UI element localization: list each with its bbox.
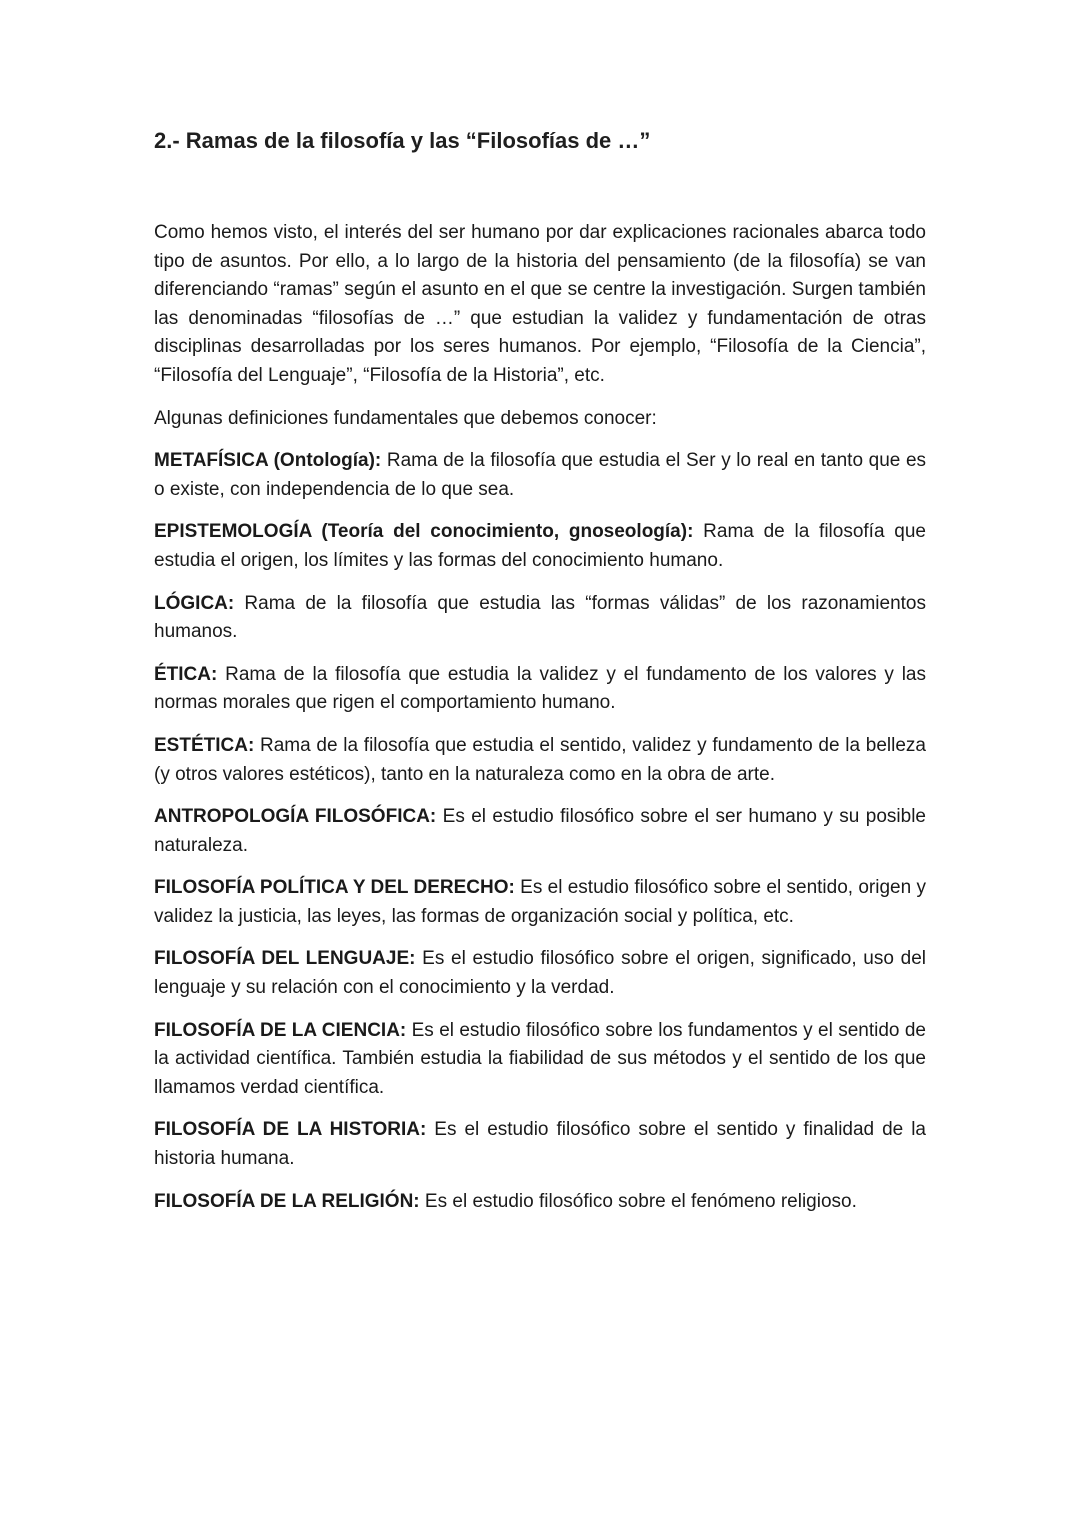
definition-text: Rama de la filosofía que estudia las “formas válidas” de los razonamientos humanos. bbox=[154, 592, 926, 643]
definition-logica bbox=[154, 590, 926, 647]
definition-text: Es el estudio filosófico sobre el sentido y finalidad de la historia humana. bbox=[154, 1119, 926, 1170]
definition-term: FILOSOFÍA DE LA CIENCIA: bbox=[154, 1019, 407, 1041]
definition-text: Es el estudio filosófico sobre el origen, significado, uso del lenguaje y su relación con el conocimiento y la verdad. bbox=[154, 948, 926, 999]
document-body bbox=[154, 219, 926, 1230]
definition-text: Es el estudio filosófico sobre el ser humano y su posible naturaleza. bbox=[154, 806, 926, 856]
definition-etica bbox=[154, 661, 926, 718]
definition-filosofia-historia bbox=[154, 1116, 926, 1173]
definition-text: Rama de la filosofía que estudia el origen, los límites y las formas del conocimiento humano. bbox=[154, 521, 926, 571]
definition-text: Rama de la filosofía que estudia el Ser y lo real en tanto que es o existe, con independencia de lo que sea. bbox=[154, 450, 927, 500]
definition-term: ESTÉTICA: bbox=[154, 734, 255, 756]
definition-filosofia-ciencia bbox=[154, 1017, 926, 1103]
definition-term: FILOSOFÍA POLÍTICA Y DEL DERECHO: bbox=[154, 877, 515, 899]
definition-text: Rama de la filosofía que estudia el sentido, validez y fundamento de la belleza (y otros valores estéticos), tanto en la naturaleza como en la obra de arte. bbox=[154, 734, 926, 785]
definition-term: METAFÍSICA (Ontología): bbox=[154, 450, 382, 472]
definition-term: FILOSOFÍA DE LA HISTORIA: bbox=[154, 1119, 427, 1141]
definition-term: FILOSOFÍA DEL LENGUAJE: bbox=[154, 948, 416, 970]
definition-term: ANTROPOLOGÍA FILOSÓFICA: bbox=[154, 806, 437, 828]
lead-paragraph: Algunas definiciones fundamentales que debemos conocer: bbox=[154, 407, 657, 429]
definition-text: Es el estudio filosófico sobre los fundamentos y el sentido de la actividad científica. También estudia la fiabilidad de sus métodos y el sentido de los que llamamos verdad científica. bbox=[154, 1019, 927, 1098]
definition-antropologia bbox=[154, 803, 926, 860]
definition-metafisica bbox=[154, 447, 926, 504]
definition-term: LÓGICA: bbox=[154, 592, 235, 614]
definition-term: FILOSOFÍA DE LA RELIGIÓN: bbox=[154, 1190, 420, 1212]
definition-filosofia-religion bbox=[154, 1188, 926, 1217]
definition-term: EPISTEMOLOGÍA (Teoría del conocimiento, gnoseología): bbox=[154, 521, 694, 543]
definition-estetica bbox=[154, 732, 926, 789]
definition-text: Rama de la filosofía que estudia la validez y el fundamento de los valores y las normas morales que rigen el comportamiento humano. bbox=[154, 663, 926, 714]
definition-filosofia-lenguaje bbox=[154, 945, 926, 1002]
definition-filosofia-politica bbox=[154, 874, 926, 931]
definition-term: ÉTICA: bbox=[154, 663, 218, 685]
section-title: 2.- Ramas de la filosofía y las “Filosofías de …” bbox=[154, 128, 651, 153]
definition-text: Es el estudio filosófico sobre el fenómeno religioso. bbox=[419, 1190, 857, 1212]
intro-paragraph: Como hemos visto, el interés del ser humano por dar explicaciones racionales abarca todo tipo de asuntos. Por ello, a lo largo de la historia del pensamiento (de la filosofía) se van diferenciando “ramas” según el asunto en el que se centre la investigación. Surgen también las denominadas “filosofías de …” que estudian la validez y fundamentación de otras disciplinas desarrolladas por los seres humanos. Por ejemplo, “Filosofía de la Ciencia”, “Filosofía del Lenguaje”, “Filosofía de la Historia”, etc. bbox=[154, 222, 926, 386]
definition-text: Es el estudio filosófico sobre el sentido, origen y validez la justicia, las leyes, las formas de organización social y política, etc. bbox=[154, 877, 926, 927]
definition-epistemologia bbox=[154, 518, 926, 575]
